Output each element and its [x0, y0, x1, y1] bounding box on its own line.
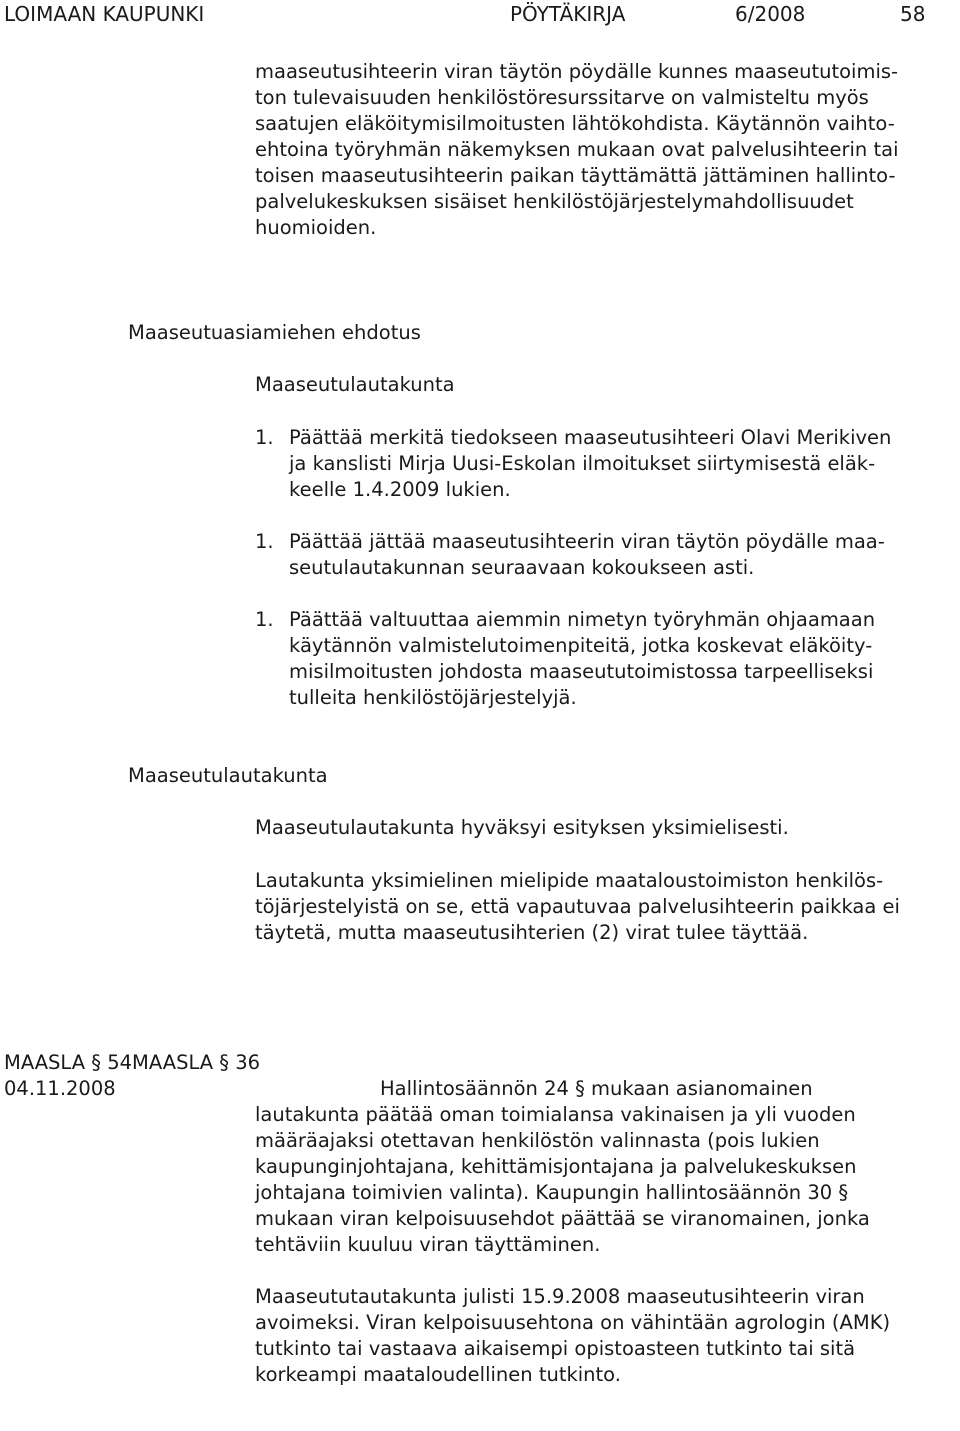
text-line: keelle 1.4.2009 lukien. — [289, 478, 511, 501]
text-line: korkeampi maataloudellinen tutkinto. — [255, 1363, 621, 1386]
text-line: ja kanslisti Mirja Uusi-Eskolan ilmoitukset siirtymisestä eläk- — [289, 452, 876, 475]
item-number: 1. — [255, 426, 274, 449]
decision-opinion — [255, 868, 960, 946]
text-line: johtajana toimivien valinta). Kaupungin hallintosäännön 30 § — [255, 1181, 849, 1204]
text-line: avoimeksi. Viran kelpoisuusehtona on vähintään agrologin (AMK) — [255, 1311, 891, 1334]
section-reference: MAASLA § 54MAASLA § 36 — [4, 1051, 261, 1074]
text-line: toisen maaseutusihteerin paikan täyttämättä jättäminen hallinto- — [255, 164, 896, 187]
text-line: Päättää merkitä tiedokseen maaseutusihteeri Olavi Merikiven — [289, 426, 892, 449]
text-line: ton tulevaisuuden henkilöstöresurssitarve on valmisteltu myös — [255, 86, 869, 109]
intro-paragraph — [255, 59, 960, 241]
page-number: 58 — [900, 2, 926, 26]
text-line: Lautakunta yksimielinen mielipide maataloustoimiston henkilös- — [255, 869, 884, 892]
text-line: töjärjestelyistä on se, että vapautuvaa palvelusihteerin paikkaa ei — [255, 895, 900, 918]
text-line: tulleita henkilöstöjärjestelyjä. — [289, 686, 577, 709]
text-line: kaupunginjohtajana, kehittämisjontajana ja palvelukeskuksen — [255, 1155, 857, 1178]
text-line: tehtäviin kuuluu viran täyttäminen. — [255, 1233, 601, 1256]
text-line: käytännön valmistelutoimenpiteitä, jotka koskevat eläköity- — [289, 634, 873, 657]
decision-statement — [255, 815, 960, 841]
text-line: Maaseututautakunta julisti 15.9.2008 maaseutusihteerin viran — [255, 1285, 865, 1308]
text-line: lautakunta päätää oman toimialansa vakinaisen ja yli vuoden — [255, 1103, 856, 1126]
decision-heading: Maaseutulautakunta — [128, 764, 328, 787]
text-line: määräajaksi otettavan henkilöstön valinnasta (pois lukien — [255, 1129, 820, 1152]
text-line: ehtoina työryhmän näkemyksen mukaan ovat palvelusihteerin tai — [255, 138, 899, 161]
text-line: Päättää jättää maaseutusihteerin viran täytön pöydälle maa- — [289, 530, 885, 553]
text-line: mukaan viran kelpoisuusehdot päättää se viranomainen, jonka — [255, 1207, 870, 1230]
text-line: Päättää valtuuttaa aiemmin nimetyn työryhmän ohjaamaan — [289, 608, 876, 631]
proposal-heading: Maaseutuasiamiehen ehdotus — [128, 321, 421, 344]
text-line: maaseutusihteerin viran täytön pöydälle kunnes maaseututoimis- — [255, 60, 899, 83]
proposal-addressee: Maaseutulautakunta — [255, 373, 455, 396]
regulation-paragraph — [255, 1102, 960, 1258]
document-type: PÖYTÄKIRJA — [510, 2, 626, 26]
text-line: misilmoitusten johdosta maaseututoimistossa tarpeelliseksi — [289, 660, 874, 683]
text-line: tutkinto tai vastaava aikaisempi opistoasteen tutkinto tai sitä — [255, 1337, 856, 1360]
text-line: palvelukeskuksen sisäiset henkilöstöjärjestelymahdollisuudet — [255, 190, 854, 213]
issue-number: 6/2008 — [735, 2, 806, 26]
vacancy-paragraph — [255, 1284, 960, 1388]
text-line: Maaseutulautakunta hyväksyi esityksen yksimielisesti. — [255, 816, 789, 839]
item-number: 1. — [255, 608, 274, 631]
text-line: seutulautakunnan seuraavaan kokoukseen asti. — [289, 556, 755, 579]
text-line: huomioiden. — [255, 216, 377, 239]
text-line: Hallintosäännön 24 § mukaan asianomainen — [380, 1077, 813, 1100]
municipality-name: LOIMAAN KAUPUNKI — [4, 2, 205, 26]
text-line: täytetä, mutta maaseutusihterien (2) virat tulee täyttää. — [255, 921, 809, 944]
item-number: 1. — [255, 530, 274, 553]
text-line: saatujen eläköitymisilmoitusten lähtökohdista. Käytännön vaihto- — [255, 112, 895, 135]
meeting-date: 04.11.2008 — [4, 1077, 116, 1100]
